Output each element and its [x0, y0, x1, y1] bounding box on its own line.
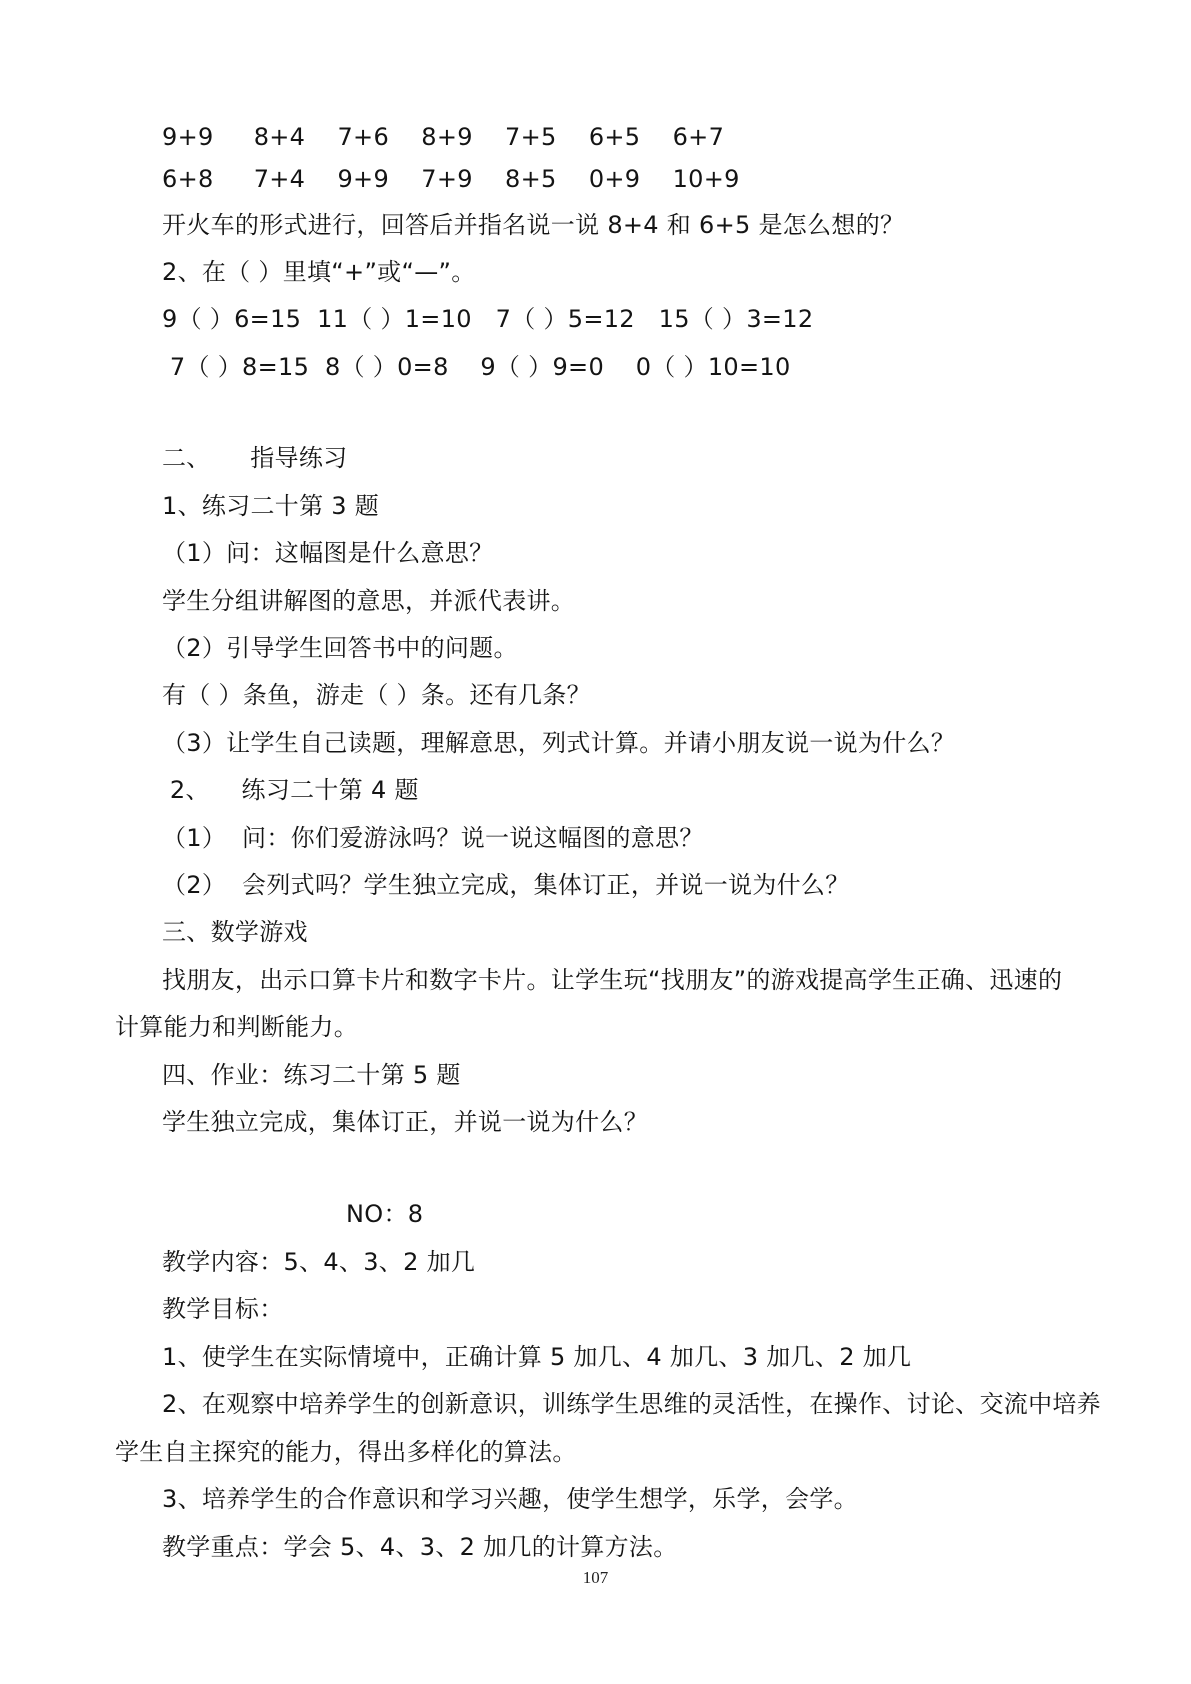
lesson-number: NO：8 — [346, 1200, 424, 1228]
text-line: （1）问：这幅图是什么意思？ — [162, 539, 494, 567]
text-line: 学生分组讲解图的意思，并派代表讲。 — [162, 587, 576, 615]
text-line: （2）引导学生回答书中的问题。 — [162, 634, 518, 662]
question-heading: 2、在（ ）里填“+”或“—”。 — [162, 258, 476, 286]
fill-blank-row-1: 9（ ）6=15 11（ ）1=10 7（ ）5=12 15（ ）3=12 — [162, 305, 814, 333]
section-heading: 二、 指导练习 — [162, 444, 348, 472]
text-line: 1、练习二十第 3 题 — [162, 492, 380, 520]
text-line: 教学重点：学会 5、4、3、2 加几的计算方法。 — [162, 1533, 678, 1561]
text-line: （1） 问：你们爱游泳吗？说一说这幅图的意思？ — [162, 824, 704, 852]
text-line: 教学目标： — [162, 1295, 284, 1323]
text-line: 开火车的形式进行，回答后并指名说一说 8+4 和 6+5 是怎么想的？ — [162, 211, 905, 239]
text-line: 计算能力和判断能力。 — [115, 1013, 358, 1041]
text-line: 学生自主探究的能力，得出多样化的算法。 — [115, 1438, 577, 1466]
fill-blank-row-2: 7（ ）8=15 8（ ）0=8 9（ ）9=0 0（ ）10=10 — [162, 353, 791, 381]
text-line: 3、培养学生的合作意识和学习兴趣，使学生想学，乐学，会学。 — [162, 1485, 858, 1513]
text-line: （2） 会列式吗？学生独立完成，集体订正，并说一说为什么？ — [162, 871, 850, 899]
text-line: 1、使学生在实际情境中，正确计算 5 加几、4 加几、3 加几、2 加几 — [162, 1343, 912, 1371]
text-line: 教学内容：5、4、3、2 加几 — [162, 1248, 476, 1276]
section-heading: 三、数学游戏 — [162, 918, 308, 946]
text-line: 找朋友，出示口算卡片和数字卡片。让学生玩“找朋友”的游戏提高学生正确、迅速的 — [162, 966, 1063, 994]
section-heading: 四、作业：练习二十第 5 题 — [162, 1061, 461, 1089]
text-line: 2、在观察中培养学生的创新意识，训练学生思维的灵活性，在操作、讨论、交流中培养 — [162, 1390, 1101, 1418]
text-line: 2、 练习二十第 4 题 — [162, 776, 419, 804]
exercise-row-1: 9+9 8+4 7+6 8+9 7+5 6+5 6+7 — [162, 123, 725, 151]
text-line: 学生独立完成，集体订正，并说一说为什么？ — [162, 1108, 648, 1136]
page-number: 107 — [582, 1568, 609, 1587]
text-line: （3）让学生自己读题，理解意思，列式计算。并请小朋友说一说为什么？ — [162, 729, 956, 757]
text-line: 有（ ）条鱼，游走（ ）条。还有几条？ — [162, 681, 591, 709]
exercise-row-2: 6+8 7+4 9+9 7+9 8+5 0+9 10+9 — [162, 165, 740, 193]
